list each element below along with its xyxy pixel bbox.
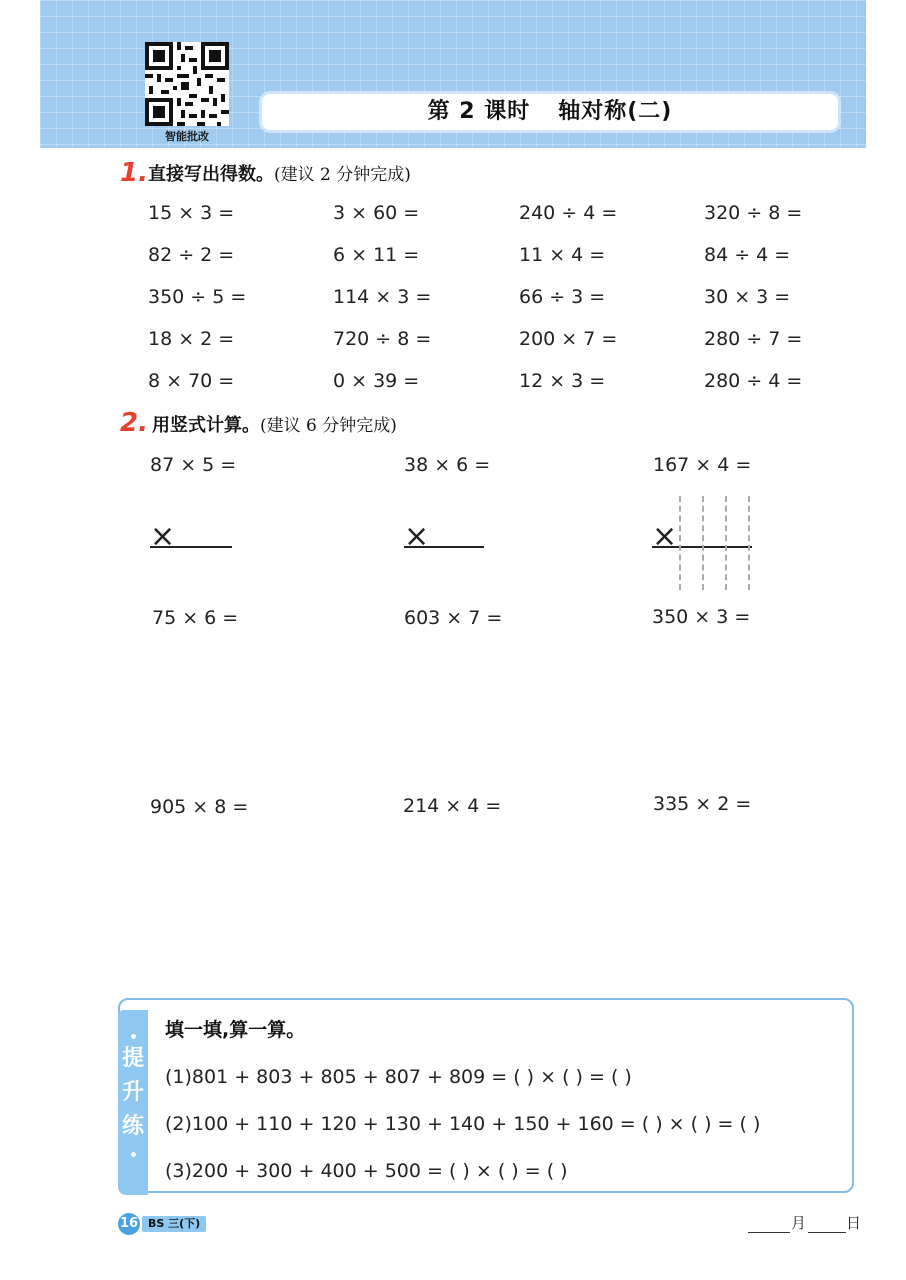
vertical-calc-problem: 87 × 5 = (150, 454, 237, 476)
mental-math-problem: 18 × 2 = (148, 328, 235, 350)
mental-math-problem: 320 ÷ 8 = (704, 202, 803, 224)
qr-code-icon (145, 42, 229, 126)
mental-math-problem: 11 × 4 = (519, 244, 606, 266)
mental-math-problem: 82 ÷ 2 = (148, 244, 235, 266)
section-2-title-text: 用竖式计算。 (152, 415, 260, 436)
vertical-calc-problem: 167 × 4 = (653, 454, 752, 476)
fill-in-problem: (3)200 + 300 + 400 + 500 = ( ) × ( ) = ( ) (165, 1160, 568, 1182)
tab-char: 练 (121, 1114, 144, 1139)
qr-label: 智能批改 (165, 130, 209, 143)
column-guide (702, 496, 704, 590)
mental-math-problem: 12 × 3 = (519, 370, 606, 392)
vertical-calc-problem: 905 × 8 = (150, 796, 249, 818)
mental-math-problem: 720 ÷ 8 = (333, 328, 432, 350)
mental-math-problem: 15 × 3 = (148, 202, 235, 224)
day-label: 日 (846, 1214, 862, 1232)
fill-in-problem: (1)801 + 803 + 805 + 807 + 809 = ( ) × ( ) = ( ) (165, 1066, 632, 1088)
vertical-calc-problem: 38 × 6 = (404, 454, 491, 476)
mental-math-problem: 0 × 39 = (333, 370, 420, 392)
column-guide (748, 496, 750, 590)
section-1-title (148, 160, 411, 186)
mental-math-problem: 240 ÷ 4 = (519, 202, 618, 224)
tab-char: 升 (121, 1080, 144, 1105)
mental-math-problem: 30 × 3 = (704, 286, 791, 308)
vertical-calc-problem: 603 × 7 = (404, 607, 503, 629)
month-label: 月 (791, 1214, 807, 1232)
lesson-title (262, 94, 838, 130)
lesson-topic: 轴对称(二) (558, 99, 673, 124)
mental-math-problem: 6 × 11 = (333, 244, 420, 266)
section-1-number: 1. (120, 158, 148, 188)
column-guide (725, 496, 727, 590)
vertical-calc-problem: 335 × 2 = (653, 793, 752, 815)
grade-badge: BS 三(下) (142, 1216, 206, 1232)
mental-math-problem: 350 ÷ 5 = (148, 286, 247, 308)
vertical-calc-problem: 214 × 4 = (403, 795, 502, 817)
vertical-calc-problem: 75 × 6 = (152, 607, 239, 629)
section-2-title (152, 411, 397, 437)
vertical-calc-problem: 350 × 3 = (652, 606, 751, 628)
times-sign: × (652, 519, 678, 554)
times-sign: × (150, 519, 176, 554)
mental-math-problem: 280 ÷ 7 = (704, 328, 803, 350)
tab-dot (131, 1152, 136, 1157)
answer-line (404, 546, 484, 548)
column-guide (679, 496, 681, 590)
tab-char: 提 (121, 1046, 144, 1071)
page-number: 16 (118, 1213, 140, 1235)
mental-math-problem: 66 ÷ 3 = (519, 286, 606, 308)
lesson-number: 第 2 课时 (427, 99, 531, 124)
answer-line (150, 546, 232, 548)
extension-practice-label (118, 1042, 148, 1144)
section-2-number: 2. (120, 408, 148, 438)
month-blank (748, 1232, 790, 1233)
extension-practice-title: 填一填,算一算。 (165, 1019, 306, 1041)
mental-math-problem: 84 ÷ 4 = (704, 244, 791, 266)
section-1-hint: (建议 2 分钟完成) (274, 165, 411, 185)
day-blank (808, 1232, 846, 1233)
fill-in-problem: (2)100 + 110 + 120 + 130 + 140 + 150 + 160 = ( ) × ( ) = ( ) (165, 1113, 761, 1135)
mental-math-problem: 114 × 3 = (333, 286, 432, 308)
section-2-hint: (建议 6 分钟完成) (260, 416, 397, 436)
mental-math-problem: 200 × 7 = (519, 328, 618, 350)
mental-math-problem: 3 × 60 = (333, 202, 420, 224)
tab-dot (131, 1034, 136, 1039)
times-sign: × (404, 519, 430, 554)
mental-math-problem: 280 ÷ 4 = (704, 370, 803, 392)
mental-math-problem: 8 × 70 = (148, 370, 235, 392)
section-1-title-text: 直接写出得数。 (148, 164, 274, 185)
